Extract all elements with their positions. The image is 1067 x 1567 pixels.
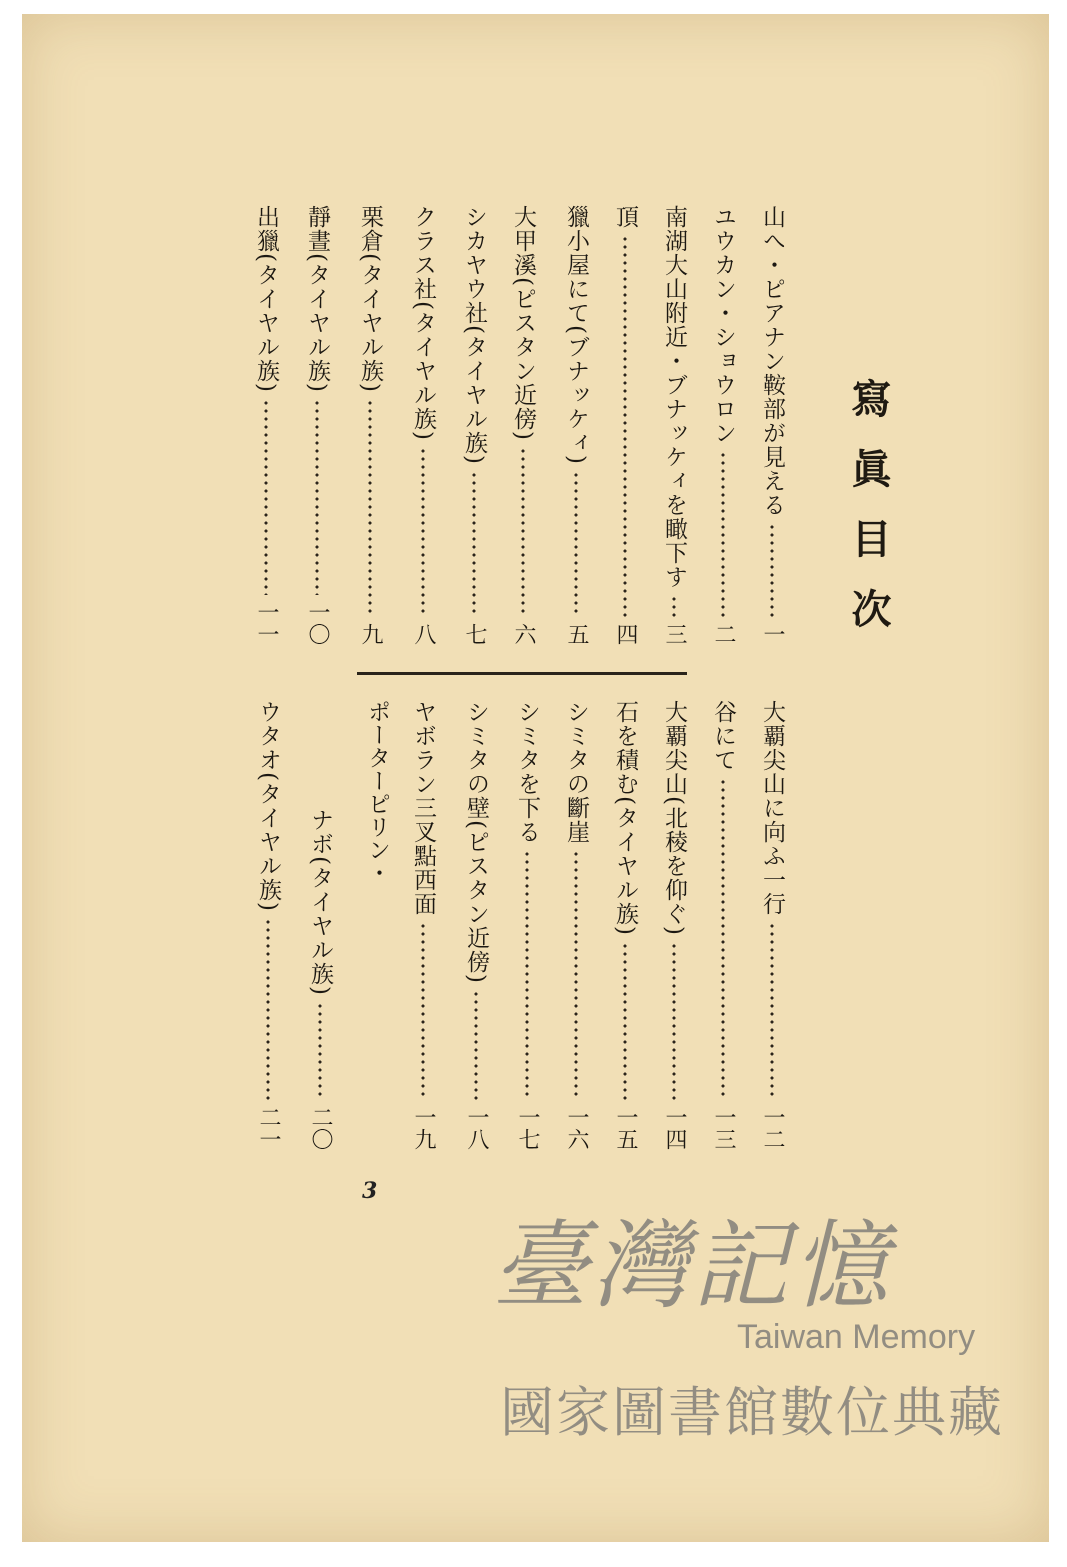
entry-label: シミタの斷崖	[563, 700, 589, 844]
entry-label: シミタの壁(ピスタン近傍)	[463, 700, 489, 984]
entry-label: 石を積む(タイヤル族)	[612, 700, 638, 936]
dot-leader	[521, 447, 525, 617]
toc-entry	[654, 205, 694, 645]
toc-entry	[752, 205, 792, 645]
entry-label: 山へ・ピアナン鞍部が見える	[759, 205, 785, 517]
entry-page: 一三	[711, 1106, 736, 1150]
dot-leader	[525, 850, 529, 1100]
section-divider	[357, 672, 687, 675]
dot-leader	[721, 451, 725, 617]
entry-page: 一四	[662, 1106, 687, 1150]
toc-entry	[752, 700, 792, 1150]
watermark-english: Taiwan Memory	[737, 1318, 976, 1356]
watermark-chinese: 國家圖書館數位典藏	[500, 1381, 1004, 1444]
entry-label: ウタオ(タイヤル族)	[255, 700, 281, 912]
toc-entry	[350, 205, 390, 645]
entry-label: ヤボラン三叉點西面	[410, 700, 436, 916]
toc-entry	[248, 700, 288, 1150]
dot-leader	[623, 235, 627, 617]
entry-label: ナボ(タイヤル族)	[307, 808, 333, 996]
entry-page: 一一	[254, 601, 279, 645]
dot-leader	[474, 990, 478, 1100]
entry-label: ユウカン・ショウロン	[710, 205, 736, 445]
entry-label: 大覇尖山(北稜を仰ぐ)	[661, 700, 687, 936]
toc-entry	[300, 808, 340, 1150]
dot-leader	[421, 922, 425, 1100]
toc-entry	[605, 700, 645, 1150]
dot-leader	[721, 778, 725, 1100]
watermark	[492, 1190, 1012, 1450]
entry-page: 七	[462, 623, 487, 645]
dot-leader	[266, 918, 270, 1100]
entry-label: クラス社(タイヤル族)	[410, 205, 436, 441]
dot-leader	[770, 523, 774, 617]
entry-page: 一	[760, 623, 785, 645]
entry-page: 六	[511, 623, 536, 645]
toc-entry	[246, 205, 286, 645]
page-number: 3	[362, 1178, 378, 1204]
toc-entry	[403, 700, 443, 1150]
entry-label: シカヤウ社(タイヤル族)	[461, 205, 487, 465]
toc-entry	[507, 700, 547, 1150]
entry-page: 二〇	[308, 1106, 333, 1150]
entry-page: 一九	[411, 1106, 436, 1150]
toc-entry	[654, 700, 694, 1150]
entry-label: 頂	[612, 205, 638, 229]
entry-label: 南湖大山附近・ブナッケィを瞰下す	[661, 205, 687, 589]
entry-label: 靜晝(タイヤル族)	[304, 205, 330, 393]
entry-page: 二	[711, 623, 736, 645]
entry-label: 栗倉(タイヤル族)	[357, 205, 383, 393]
dot-leader	[368, 399, 372, 617]
entry-page: 一五	[613, 1106, 638, 1150]
dot-leader	[264, 399, 268, 595]
dot-leader	[574, 471, 578, 617]
entry-label: 大甲溪(ピスタン近傍)	[510, 205, 536, 441]
watermark-logo: 臺灣記憶	[492, 1210, 892, 1322]
entry-page: 八	[411, 623, 436, 645]
dot-leader	[315, 399, 319, 595]
entry-page: 一二	[760, 1106, 785, 1150]
entry-page: 一六	[564, 1106, 589, 1150]
dot-leader	[318, 1002, 322, 1100]
toc-entry	[297, 205, 337, 645]
entry-page: 一七	[515, 1106, 540, 1150]
entry-page: 三	[662, 623, 687, 645]
toc-entry	[556, 205, 596, 645]
dot-leader	[770, 922, 774, 1100]
entry-label: シミタを下る	[514, 700, 540, 844]
toc-entry	[703, 700, 743, 1150]
entry-label: ポーターピリン・	[364, 700, 390, 884]
entry-page: 九	[358, 623, 383, 645]
dot-leader	[472, 471, 476, 617]
toc-entry	[605, 205, 645, 645]
toc-entry	[556, 700, 596, 1150]
toc-entry	[454, 205, 494, 645]
entry-page: 一八	[464, 1106, 489, 1150]
toc-entry	[503, 205, 543, 645]
dot-leader	[672, 595, 676, 617]
toc-entry	[703, 205, 743, 645]
dot-leader	[672, 942, 676, 1100]
entry-label: 獵小屋にて(ブナッケィ)	[563, 205, 589, 465]
entry-label: 出獵(タイヤル族)	[253, 205, 279, 393]
page-title: 寫眞目次	[845, 378, 892, 658]
entry-page: 二一	[256, 1106, 281, 1150]
entry-page: 四	[613, 623, 638, 645]
entry-label: 谷にて	[710, 700, 736, 772]
dot-leader	[574, 850, 578, 1100]
dot-leader	[421, 447, 425, 617]
toc-entry	[403, 205, 443, 645]
entry-page: 一〇	[305, 601, 330, 645]
entry-label: 大覇尖山に向ふ一行	[759, 700, 785, 916]
dot-leader	[623, 942, 627, 1100]
entry-page: 五	[564, 623, 589, 645]
toc-entry	[456, 700, 496, 1150]
